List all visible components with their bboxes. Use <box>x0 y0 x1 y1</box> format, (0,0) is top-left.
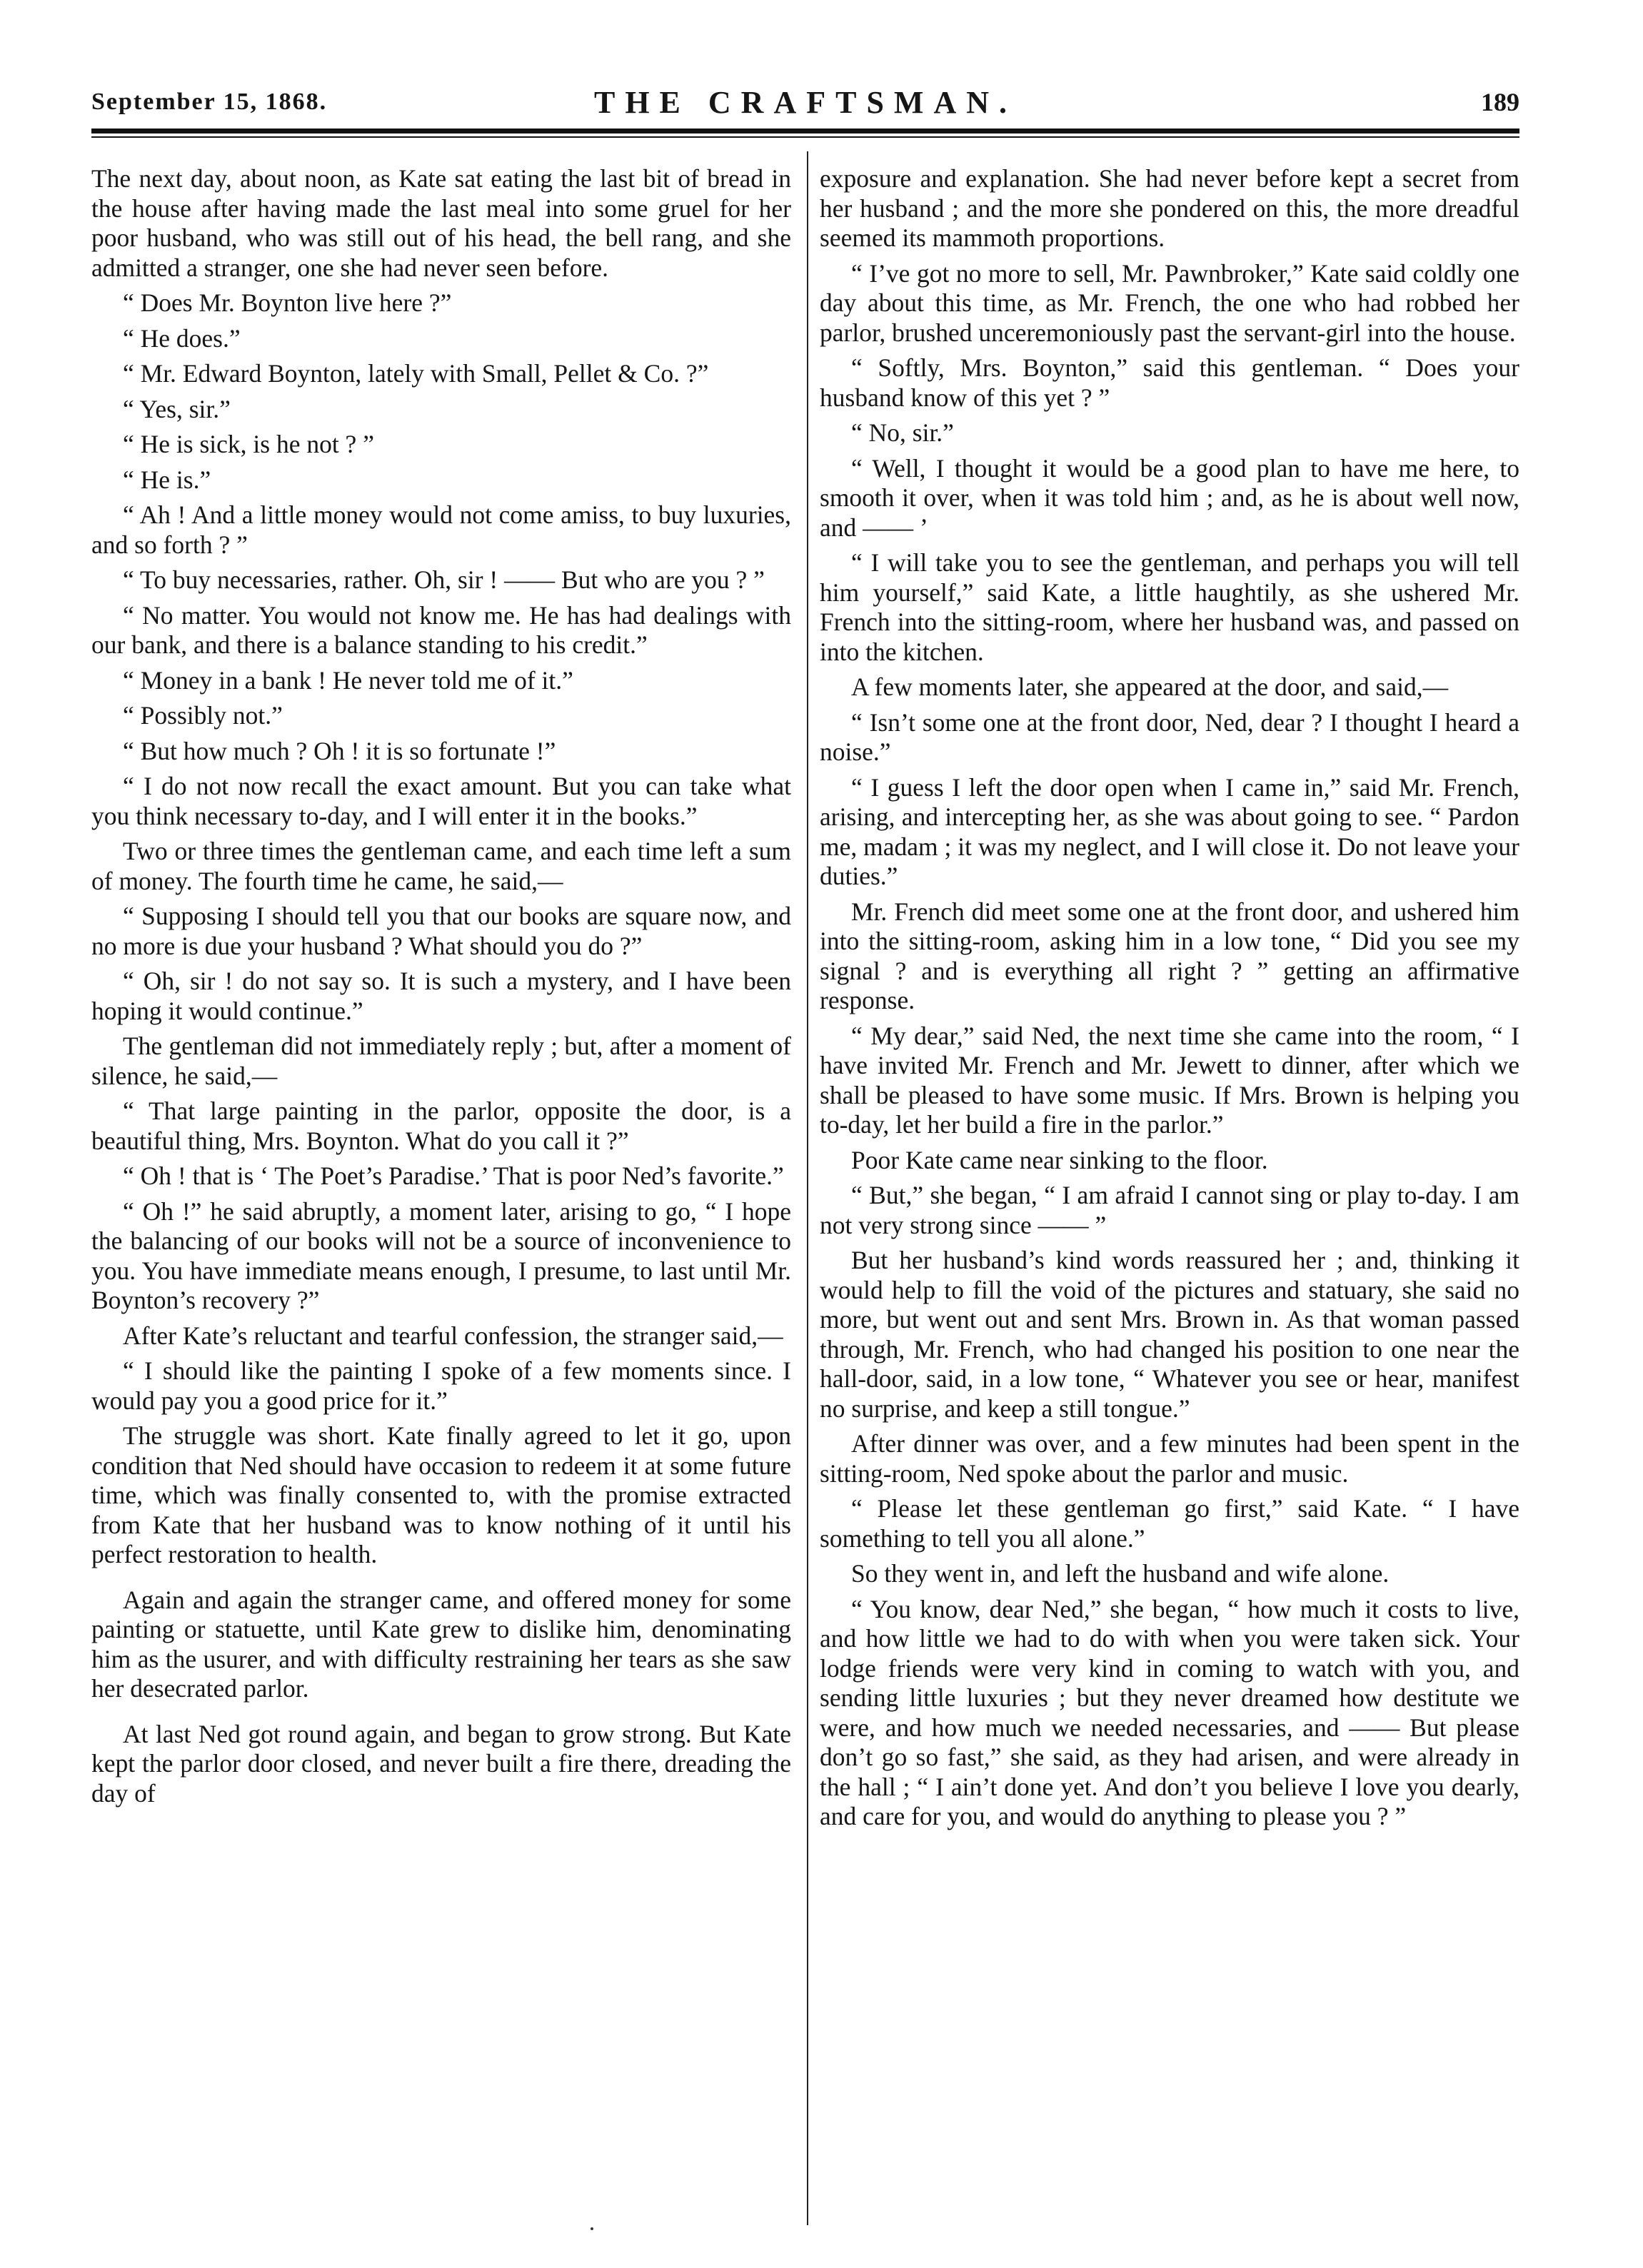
paragraph: “ Well, I thought it would be a good plan to have me here, to smooth it over, when it was told him ; and, as he is about well now, and —— ’ <box>820 453 1519 542</box>
issue-date: September 15, 1868. <box>91 89 328 115</box>
paragraph: “ Ah ! And a little money would not come amiss, to buy luxuries, and so forth ? ” <box>91 500 791 559</box>
page-number: 189 <box>1481 88 1519 116</box>
paragraph: “ He does.” <box>123 323 241 353</box>
paragraph: “ But,” she began, “ I am afraid I cannot sing or play to-day. I am not very strong since —— ” <box>820 1181 1519 1239</box>
paragraph: “ Supposing I should tell you that our books are square now, and no more is due your husband ? What should you do ?” <box>91 902 791 960</box>
left-column <box>91 164 791 2220</box>
paragraph: The gentleman did not immediately reply ; but, after a moment of silence, he said,— <box>91 1032 791 1090</box>
paragraph: “ Mr. Edward Boynton, lately with Small, Pellet & Co. ?” <box>123 359 709 388</box>
paragraph: “ Oh !” he said abruptly, a moment later, arising to go, “ I hope the balancing of our books will not be a source of inconvenience to you. You have immediate means enough, I presume, to last until Mr. Boynton’s recovery ?” <box>91 1196 791 1314</box>
header-rule-thin <box>91 136 1519 138</box>
right-column <box>820 164 1519 2220</box>
paragraph: The next day, about noon, as Kate sat eating the last bit of bread in the house after having made the last meal into some gruel for her poor husband, who was still out of his head, the bell rang, and she admitted a stranger, one she had never seen before. <box>91 164 791 282</box>
paragraph: Mr. French did meet some one at the front door, and ushered him into the sitting-room, asking him in a low tone, “ Did you see my signal ? and is everything all right ? ” getting an affirmative response. <box>820 897 1519 1014</box>
paragraph: “ Softly, Mrs. Boynton,” said this gentleman. “ Does your husband know of this yet ? ” <box>820 353 1519 412</box>
paragraph: “ Oh ! that is ‘ The Poet’s Paradise.’ That is poor Ned’s favorite.” <box>123 1161 784 1190</box>
paragraph: “ He is sick, is he not ? ” <box>123 430 374 458</box>
paragraph: “ To buy necessaries, rather. Oh, sir ! —— But who are you ? ” <box>123 565 765 594</box>
paragraph: “ I’ve got no more to sell, Mr. Pawnbroker,” Kate said coldly one day about this time, as Mr. French, the one who had robbed her parlor, brushed unceremoniously past the servant-girl into the house. <box>820 258 1519 347</box>
paragraph: “ Oh, sir ! do not say so. It is such a mystery, and I have been hoping it would continue.” <box>91 967 791 1025</box>
paragraph: The struggle was short. Kate finally agreed to let it go, upon condition that Ned should have occasion to redeem it at some future time, which was finally consented to, with the promise extracted from Kate that her husband was to know nothing of it until his perfect restoration to health. <box>91 1421 791 1568</box>
paragraph: Again and again the stranger came, and offered money for some painting or statuette, until Kate grew to dislike him, denominating him as the usurer, and with difficulty restraining her tears as she saw her desecrated parlor. <box>91 1585 791 1703</box>
paragraph: “ Possibly not.” <box>123 701 283 730</box>
paragraph: “ Yes, sir.” <box>123 394 231 423</box>
paragraph: Two or three times the gentleman came, and each time left a sum of money. The fourth time he came, he said,— <box>91 837 791 895</box>
paragraph: “ Isn’t some one at the front door, Ned, dear ? I thought I heard a noise.” <box>820 707 1519 766</box>
header-rule-thick <box>91 128 1519 133</box>
paragraph: At last Ned got round again, and began to grow strong. But Kate kept the parlor door closed, and never built a fire there, dreading the day of <box>91 1719 791 1808</box>
paragraph: Poor Kate came near sinking to the floor. <box>851 1145 1268 1174</box>
paragraph: “ He is.” <box>123 465 211 494</box>
paragraph: “ Please let these gentleman go first,” said Kate. “ I have something to tell you all alone.” <box>820 1494 1519 1553</box>
paragraph: “ No, sir.” <box>851 418 954 447</box>
paragraph: “ My dear,” said Ned, the next time she came into the room, “ I have invited Mr. French and Mr. Jewett to dinner, after which we shall be pleased to have some music. If Mrs. Brown is helping you to-day, let her build a fire in the parlor.” <box>820 1021 1519 1139</box>
paragraph: So they went in, and left the husband and wife alone. <box>851 1559 1390 1588</box>
paragraph: “ Does Mr. Boynton live here ?” <box>123 288 452 317</box>
column-divider <box>807 151 808 2225</box>
paragraph: “ That large painting in the parlor, opposite the door, is a beautiful thing, Mrs. Boynton. What do you call it ?” <box>91 1097 791 1155</box>
paragraph: After dinner was over, and a few minutes had been spent in the sitting-room, Ned spoke about the parlor and music. <box>820 1429 1519 1488</box>
paragraph: “ I should like the painting I spoke of a few moments since. I would pay you a good price for it.” <box>91 1356 791 1415</box>
paragraph: But her husband’s kind words reassured her ; and, thinking it would help to fill the void of the pictures and statuary, she said no more, but went out and sent Mrs. Brown in. As that woman passed through, Mr. French, who had changed his position to one near the hall-door, said, in a low tone, “ Whatever you see or hear, manifest no surprise, and keep a still tongue.” <box>820 1246 1519 1423</box>
paragraph: “ I do not now recall the exact amount. But you can take what you think necessary to-day, and I will enter it in the books.” <box>91 772 791 830</box>
paragraph: “ But how much ? Oh ! it is so fortunate !” <box>123 736 556 765</box>
paragraph: After Kate’s reluctant and tearful confession, the stranger said,— <box>123 1321 783 1350</box>
paragraph: exposure and explanation. She had never before kept a secret from her husband ; and the more she pondered on this, the more dreadful seemed its mammoth proportions. <box>820 164 1519 252</box>
paragraph: A few moments later, she appeared at the door, and said,— <box>851 672 1449 701</box>
paragraph: “ I guess I left the door open when I came in,” said Mr. French, arising, and intercepting her, as she was about going to see. “ Pardon me, madam ; it was my neglect, and I will close it. Do not leave your duties.” <box>820 772 1519 890</box>
paragraph: “ I will take you to see the gentleman, and perhaps you will tell him yourself,” said Kate, a little haughtily, as she ushered Mr. French into the sitting-room, where her husband was, and passed on into the kitchen. <box>820 548 1519 666</box>
paragraph: “ Money in a bank ! He never told me of it.” <box>123 665 573 695</box>
paragraph: “ You know, dear Ned,” she began, “ how much it costs to live, and how little we had to do with when you were taken sick. Your lodge friends were very kind in coming to watch with you, and sending little luxuries ; but they never dreamed how destitute we were, and how much we needed necessaries, and —— But please don’t go so fast,” she said, as they had arisen, and were already in the hall ; “ I ain’t done yet. And don’t you believe I love you dearly, and care for you, and would do anything to please you ? ” <box>820 1594 1519 1830</box>
print-speck <box>591 2227 593 2230</box>
page-header <box>91 84 1519 124</box>
paragraph: “ No matter. You would not know me. He has had dealings with our bank, and there is a balance standing to his credit.” <box>91 600 791 659</box>
masthead-title: THE CRAFTSMAN. <box>593 85 1018 120</box>
